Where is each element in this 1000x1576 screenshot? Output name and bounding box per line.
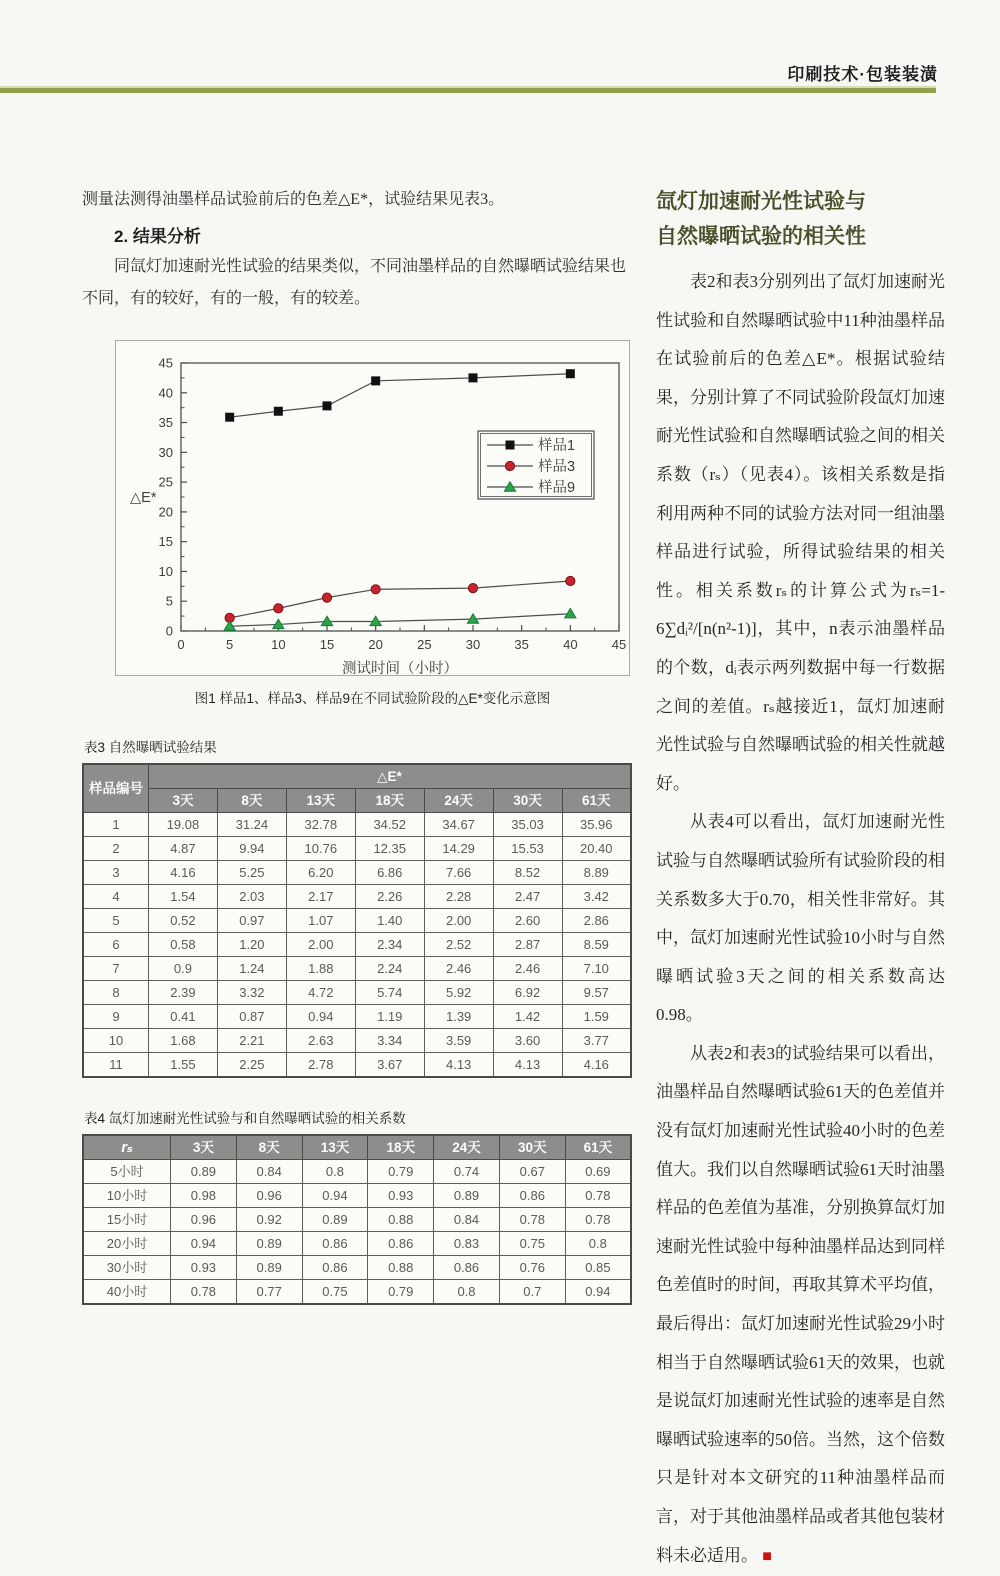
y-tick-label: 10 [158, 563, 173, 579]
data-cell: 1.42 [493, 1005, 562, 1029]
line-chart [116, 341, 629, 675]
data-cell: 3.42 [562, 885, 631, 909]
table-column-header: 13天 [286, 789, 355, 813]
table3-natural-exposure-results [82, 763, 632, 1078]
legend-marker-样品3 [505, 461, 514, 470]
table-row [83, 1232, 631, 1256]
data-cell: 0.98 [171, 1184, 237, 1208]
x-tick-label: 45 [611, 637, 627, 652]
x-tick-label: 5 [226, 637, 234, 652]
data-cell: 0.92 [236, 1208, 302, 1232]
row-header-cell: 8 [83, 981, 149, 1005]
data-cell: 9.94 [217, 837, 286, 861]
table-column-header: 24天 [424, 789, 493, 813]
row-header-cell: 10小时 [83, 1184, 171, 1208]
legend-label: 样品1 [538, 438, 576, 454]
data-cell: 0.79 [368, 1280, 434, 1305]
data-cell: 0.89 [434, 1184, 500, 1208]
data-cell: 3.59 [424, 1029, 493, 1053]
data-cell: 6.86 [355, 861, 424, 885]
data-cell: 0.96 [171, 1208, 237, 1232]
table4-correlation-coefficients [82, 1134, 632, 1305]
data-point-样品3 [274, 604, 283, 613]
data-cell: 2.46 [493, 957, 562, 981]
data-cell: 0.75 [302, 1280, 368, 1305]
row-header-cell: 15小时 [83, 1208, 171, 1232]
row-header-cell: 4 [83, 885, 149, 909]
table-row [83, 981, 631, 1005]
data-cell: 0.83 [434, 1232, 500, 1256]
data-cell: 6.20 [286, 861, 355, 885]
row-header-cell: 30小时 [83, 1256, 171, 1280]
data-cell: 0.67 [499, 1160, 565, 1184]
data-cell: 0.89 [236, 1232, 302, 1256]
row-header-cell: 6 [83, 933, 149, 957]
header-rule-divider [0, 86, 936, 93]
data-cell: 5.74 [355, 981, 424, 1005]
data-cell: 0.84 [434, 1208, 500, 1232]
table-row [83, 909, 631, 933]
data-cell: 1.20 [217, 933, 286, 957]
x-tick-label: 40 [563, 637, 578, 652]
data-cell: 2.78 [286, 1053, 355, 1078]
data-cell: 1.88 [286, 957, 355, 981]
data-cell: 34.67 [424, 813, 493, 837]
x-tick-label: 0 [177, 637, 185, 652]
data-cell: 0.86 [434, 1256, 500, 1280]
data-cell: 0.94 [286, 1005, 355, 1029]
table-row [83, 1280, 631, 1305]
right-column [656, 184, 945, 1576]
data-cell: 0.7 [499, 1280, 565, 1305]
data-cell: 5.92 [424, 981, 493, 1005]
data-cell: 5.25 [217, 861, 286, 885]
data-cell: 2.60 [493, 909, 562, 933]
data-point-样品3 [322, 593, 331, 602]
data-point-样品9 [565, 609, 576, 618]
row-header-cell: 20小时 [83, 1232, 171, 1256]
table-corner-header: rₛ [83, 1135, 171, 1160]
data-point-样品3 [468, 584, 477, 593]
body-paragraph-2: 从表4可以看出，氙灯加速耐光性试验与自然曝晒试验所有试验阶段的相关系数多大于0.70，相关性非常好。其中，氙灯加速耐光性试验10小时与自然曝晒试验3天之间的相关系数高达0.98。 [656, 812, 945, 1025]
data-cell: 0.75 [499, 1232, 565, 1256]
legend-marker-样品1 [506, 441, 515, 450]
article-section-heading [656, 184, 945, 254]
data-cell: 0.8 [565, 1232, 631, 1256]
data-cell: 1.19 [355, 1005, 424, 1029]
row-header-cell: 5 [83, 909, 149, 933]
y-tick-label: 5 [165, 593, 173, 609]
row-header-cell: 40小时 [83, 1280, 171, 1305]
table-corner-header: 样品编号 [83, 764, 149, 813]
data-cell: 0.52 [149, 909, 218, 933]
data-cell: 1.54 [149, 885, 218, 909]
x-tick-label: 10 [271, 637, 286, 652]
data-cell: 2.34 [355, 933, 424, 957]
data-cell: 3.60 [493, 1029, 562, 1053]
data-point-样品1 [566, 369, 575, 378]
data-cell: 0.89 [236, 1256, 302, 1280]
data-cell: 2.63 [286, 1029, 355, 1053]
data-cell: 0.8 [434, 1280, 500, 1305]
table-row [83, 1005, 631, 1029]
table-row [83, 1184, 631, 1208]
data-point-样品1 [371, 376, 380, 385]
heading-line2: 自然曝晒试验的相关性 [656, 225, 866, 248]
data-cell: 31.24 [217, 813, 286, 837]
data-point-样品1 [274, 407, 283, 416]
data-cell: 10.76 [286, 837, 355, 861]
journal-title: 印刷技术·包装装潢 [787, 65, 938, 84]
table-column-header: 8天 [236, 1135, 302, 1160]
y-tick-label: 40 [158, 385, 173, 401]
data-cell: 0.89 [171, 1160, 237, 1184]
data-cell: 0.94 [302, 1184, 368, 1208]
table-column-header: 3天 [171, 1135, 237, 1160]
data-cell: 20.40 [562, 837, 631, 861]
data-cell: 3.77 [562, 1029, 631, 1053]
x-tick-label: 35 [514, 637, 529, 652]
legend-label: 样品9 [538, 480, 576, 496]
data-cell: 1.40 [355, 909, 424, 933]
data-cell: 0.85 [565, 1256, 631, 1280]
data-cell: 4.16 [149, 861, 218, 885]
table4-title: 表4 氙灯加速耐光性试验与和自然曝晒试验的相关系数 [84, 1111, 406, 1126]
data-point-样品1 [469, 373, 478, 382]
data-cell: 14.29 [424, 837, 493, 861]
table-span-header: △E* [149, 764, 632, 789]
data-cell: 6.92 [493, 981, 562, 1005]
table-column-header: 18天 [355, 789, 424, 813]
figure1-chart-box [115, 340, 630, 676]
data-cell: 2.24 [355, 957, 424, 981]
table-column-header: 13天 [302, 1135, 368, 1160]
data-cell: 0.41 [149, 1005, 218, 1029]
data-cell: 0.78 [171, 1280, 237, 1305]
data-cell: 0.9 [149, 957, 218, 981]
data-cell: 0.77 [236, 1280, 302, 1305]
y-tick-label: 0 [165, 623, 173, 639]
data-cell: 32.78 [286, 813, 355, 837]
left-column [82, 184, 634, 1305]
x-tick-label: 25 [417, 637, 432, 652]
table-column-header: 61天 [562, 789, 631, 813]
data-cell: 35.96 [562, 813, 631, 837]
data-cell: 2.17 [286, 885, 355, 909]
table-column-header: 8天 [217, 789, 286, 813]
data-cell: 1.59 [562, 1005, 631, 1029]
data-cell: 0.97 [217, 909, 286, 933]
data-cell: 0.94 [171, 1232, 237, 1256]
data-cell: 0.74 [434, 1160, 500, 1184]
data-cell: 34.52 [355, 813, 424, 837]
data-cell: 2.21 [217, 1029, 286, 1053]
data-cell: 0.76 [499, 1256, 565, 1280]
data-cell: 0.78 [565, 1208, 631, 1232]
legend-label: 样品3 [538, 459, 576, 475]
y-tick-label: 25 [158, 474, 173, 490]
row-header-cell: 1 [83, 813, 149, 837]
data-cell: 2.39 [149, 981, 218, 1005]
data-cell: 0.87 [217, 1005, 286, 1029]
table-row [83, 957, 631, 981]
table-row [83, 1029, 631, 1053]
table-column-header: 3天 [149, 789, 218, 813]
results-paragraph: 同氙灯加速耐光性试验的结果类似，不同油墨样品的自然曝晒试验结果也不同，有的较好，有的一般，有的较差。 [82, 258, 627, 307]
data-cell: 4.87 [149, 837, 218, 861]
table-row [83, 885, 631, 909]
data-cell: 15.53 [493, 837, 562, 861]
data-cell: 3.34 [355, 1029, 424, 1053]
data-cell: 8.59 [562, 933, 631, 957]
data-cell: 2.52 [424, 933, 493, 957]
data-cell: 0.8 [302, 1160, 368, 1184]
row-header-cell: 3 [83, 861, 149, 885]
data-cell: 4.16 [562, 1053, 631, 1078]
y-tick-label: 20 [158, 504, 173, 520]
data-cell: 0.93 [368, 1184, 434, 1208]
y-tick-label: 30 [158, 444, 173, 460]
row-header-cell: 10 [83, 1029, 149, 1053]
legend-box [478, 431, 594, 499]
data-cell: 0.94 [565, 1280, 631, 1305]
table-column-header: 61天 [565, 1135, 631, 1160]
y-tick-label: 35 [158, 415, 173, 431]
data-cell: 0.79 [368, 1160, 434, 1184]
x-axis-label: 测试时间（小时） [342, 661, 458, 675]
table-row [83, 933, 631, 957]
data-cell: 2.03 [217, 885, 286, 909]
data-cell: 3.67 [355, 1053, 424, 1078]
data-cell: 3.32 [217, 981, 286, 1005]
table-row [83, 1160, 631, 1184]
data-cell: 2.26 [355, 885, 424, 909]
data-cell: 12.35 [355, 837, 424, 861]
table-column-header: 18天 [368, 1135, 434, 1160]
data-cell: 0.58 [149, 933, 218, 957]
data-point-样品3 [566, 576, 575, 585]
body-paragraph-3 [656, 1035, 945, 1576]
data-cell: 0.86 [302, 1256, 368, 1280]
data-cell: 2.00 [286, 933, 355, 957]
data-cell: 7.66 [424, 861, 493, 885]
row-header-cell: 9 [83, 1005, 149, 1029]
data-cell: 19.08 [149, 813, 218, 837]
data-cell: 2.47 [493, 885, 562, 909]
body-paragraph-1: 表2和表3分别列出了氙灯加速耐光性试验和自然曝晒试验中11种油墨样品在试验前后的色差△E*。根据试验结果，分别计算了不同试验阶段氙灯加速耐光性试验和自然曝晒试验之间的相关系数（rₛ）（见表4）。该相关系数是指利用两种不同的试验方法对同一组油墨样品进行试验，所得试验结果的相关性。相关系数rₛ的计算公式为rₛ=1-6∑dᵢ²/[n(n²-1)]，其中，n表示油墨样品的个数，dᵢ表示两列数据中每一行数据之间的差值。rₛ越接近1，氙灯加速耐光性试验与自然曝晒试验的相关性就越好。 [656, 272, 945, 793]
figure1-caption: 图1 样品1、样品3、样品9在不同试验阶段的△E*变化示意图 [194, 691, 551, 706]
data-cell: 9.57 [562, 981, 631, 1005]
data-cell: 0.93 [171, 1256, 237, 1280]
paragraph3-text: 从表2和表3的试验结果可以看出，油墨样品自然曝晒试验61天的色差值并没有氙灯加速耐光性试验40小时的色差值大。我们以自然曝晒试验61天时油墨样品的色差值为基准，分别换算氙灯加速耐光性试验中每种油墨样品达到同样色差值时的时间，再取其算术平均值，最后得出：氙灯加速耐光性试验29小时相当于自然曝晒试验61天的效果，也就是说氙灯加速耐光性试验的速率是自然曝晒试验速率的50倍。当然，这个倍数只是针对本文研究的11种油墨样品而言，对于其他油墨样品或者其他包装材料未必适用。 [656, 1043, 945, 1565]
data-cell: 8.52 [493, 861, 562, 885]
table-column-header: 30天 [499, 1135, 565, 1160]
data-point-样品3 [371, 585, 380, 594]
y-axis-label: △E* [130, 490, 157, 506]
data-cell: 2.86 [562, 909, 631, 933]
x-tick-label: 15 [319, 637, 335, 652]
data-cell: 0.89 [302, 1208, 368, 1232]
data-cell: 4.13 [493, 1053, 562, 1078]
data-cell: 7.10 [562, 957, 631, 981]
data-cell: 1.07 [286, 909, 355, 933]
results-section-heading: 2. 结果分析 [114, 227, 201, 246]
data-cell: 2.25 [217, 1053, 286, 1078]
end-of-article-marker: ■ [762, 1547, 772, 1565]
row-header-cell: 2 [83, 837, 149, 861]
row-header-cell: 11 [83, 1053, 149, 1078]
data-cell: 0.88 [368, 1256, 434, 1280]
data-cell: 0.86 [302, 1232, 368, 1256]
data-cell: 1.55 [149, 1053, 218, 1078]
data-cell: 1.68 [149, 1029, 218, 1053]
data-cell: 1.39 [424, 1005, 493, 1029]
data-cell: 4.13 [424, 1053, 493, 1078]
table-column-header: 24天 [434, 1135, 500, 1160]
data-cell: 0.86 [499, 1184, 565, 1208]
heading-line1: 氙灯加速耐光性试验与 [656, 190, 866, 213]
data-cell: 0.96 [236, 1184, 302, 1208]
table-row [83, 813, 631, 837]
data-cell: 8.89 [562, 861, 631, 885]
data-cell: 2.00 [424, 909, 493, 933]
data-point-样品1 [323, 401, 332, 410]
table-row [83, 1053, 631, 1078]
table-row [83, 1256, 631, 1280]
data-cell: 0.86 [368, 1232, 434, 1256]
table-row [83, 861, 631, 885]
row-header-cell: 7 [83, 957, 149, 981]
data-cell: 1.24 [217, 957, 286, 981]
row-header-cell: 5小时 [83, 1160, 171, 1184]
table-row [83, 1208, 631, 1232]
data-cell: 2.28 [424, 885, 493, 909]
data-cell: 0.78 [499, 1208, 565, 1232]
table-row [83, 837, 631, 861]
table-column-header: 30天 [493, 789, 562, 813]
x-tick-label: 20 [368, 637, 383, 652]
intro-paragraph: 测量法测得油墨样品试验前后的色差△E*，试验结果见表3。 [82, 191, 505, 208]
y-tick-label: 45 [158, 355, 173, 371]
data-cell: 0.84 [236, 1160, 302, 1184]
data-cell: 0.69 [565, 1160, 631, 1184]
data-cell: 2.87 [493, 933, 562, 957]
table3-title: 表3 自然曝晒试验结果 [84, 740, 217, 755]
data-cell: 0.88 [368, 1208, 434, 1232]
y-tick-label: 15 [158, 534, 173, 550]
data-cell: 4.72 [286, 981, 355, 1005]
data-cell: 35.03 [493, 813, 562, 837]
data-cell: 2.46 [424, 957, 493, 981]
x-tick-label: 30 [465, 637, 481, 652]
data-cell: 0.78 [565, 1184, 631, 1208]
data-point-样品1 [225, 413, 234, 422]
